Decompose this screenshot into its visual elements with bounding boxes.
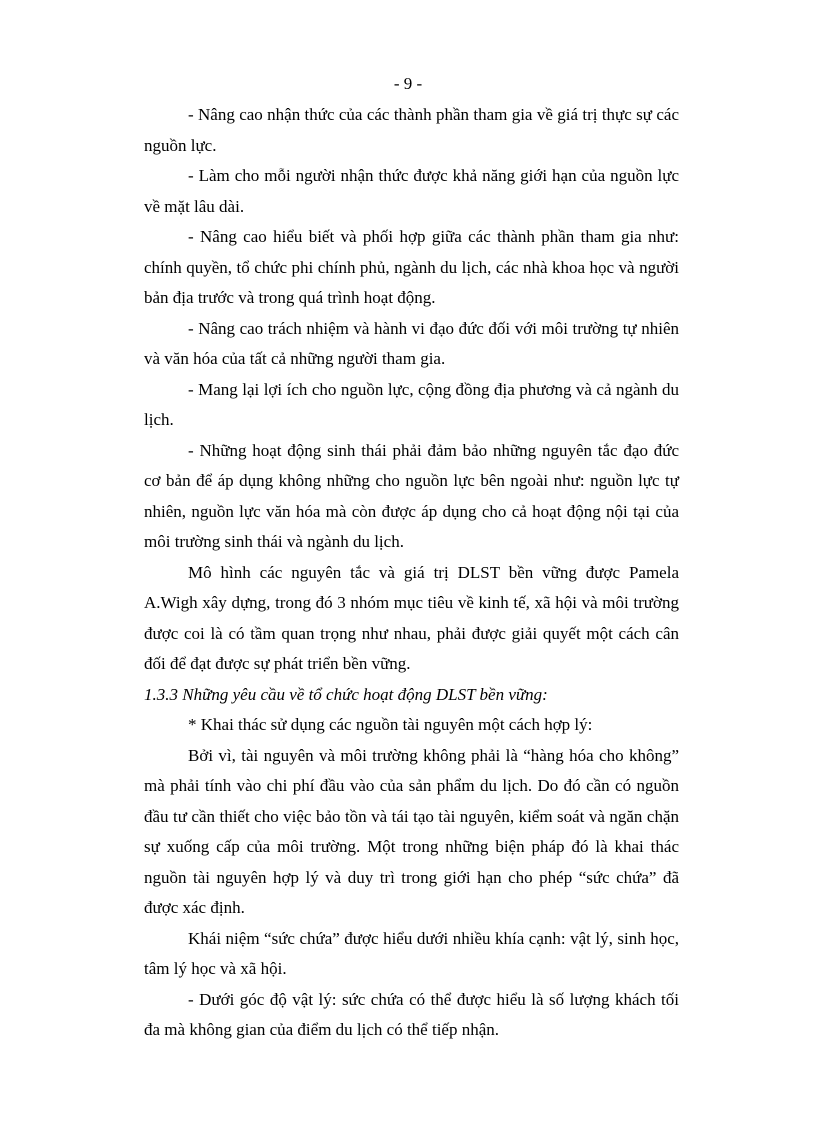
paragraph: Mô hình các nguyên tắc và giá trị DLST bền vững được Pamela A.Wigh xây dựng, trong đó 3 nhóm mục tiêu về kinh tế, xã hội và môi trường được coi là có tầm quan trọng như nhau, phải được giải quyết một cách cân đối để đạt được sự phát triển bền vững. [144,562,679,673]
paragraph: Khái niệm “sức chứa” được hiểu dưới nhiều khía cạnh: vật lý, sinh học, tâm lý học và xã hội. [144,928,679,978]
paragraph: Bởi vì, tài nguyên và môi trường không phải là “hàng hóa cho không” mà phải tính vào chi phí đầu vào của sản phẩm du lịch. Do đó cần có nguồn đầu tư cần thiết cho việc bảo tồn và tái tạo tài nguyên, kiểm soát và ngăn chặn sự xuống cấp của môi trường. Một trong những biện pháp đó là khai thác nguồn tài nguyên hợp lý và duy trì trong giới hạn cho phép “sức chứa” đã được xác định. [144,745,679,917]
paragraph: - Nâng cao hiểu biết và phối hợp giữa các thành phần tham gia như: chính quyền, tổ chức phi chính phủ, ngành du lịch, các nhà khoa học và người bản địa trước và trong quá trình hoạt động. [144,227,679,307]
page-number: - 9 - [393,74,423,93]
section-heading: 1.3.3 Những yêu cầu về tổ chức hoạt động DLST bền vững: [144,684,548,704]
paragraph: - Mang lại lợi ích cho nguồn lực, cộng đồng địa phương và cả ngành du lịch. [144,379,679,429]
paragraph: - Làm cho mỗi người nhận thức được khả năng giới hạn của nguồn lực về mặt lâu dài. [144,166,679,216]
paragraph: - Dưới góc độ vật lý: sức chứa có thể được hiểu là số lượng khách tối đa mà không gian của điểm du lịch có thể tiếp nhận. [144,989,679,1039]
paragraph: * Khai thác sử dụng các nguồn tài nguyên một cách hợp lý: [188,715,593,734]
paragraph: - Nâng cao nhận thức của các thành phần tham gia về giá trị thực sự các nguồn lực. [144,105,679,155]
paragraph: - Nâng cao trách nhiệm và hành vi đạo đức đối với môi trường tự nhiên và văn hóa của tất cả những người tham gia. [144,318,679,368]
document-body [144,100,679,1046]
paragraph: - Những hoạt động sinh thái phải đảm bảo những nguyên tắc đạo đức cơ bản để áp dụng không những cho nguồn lực bên ngoài như: nguồn lực tự nhiên, nguồn lực văn hóa mà còn được áp dụng cho cả hoạt động nội tại của môi trường sinh thái và ngành du lịch. [144,440,679,551]
